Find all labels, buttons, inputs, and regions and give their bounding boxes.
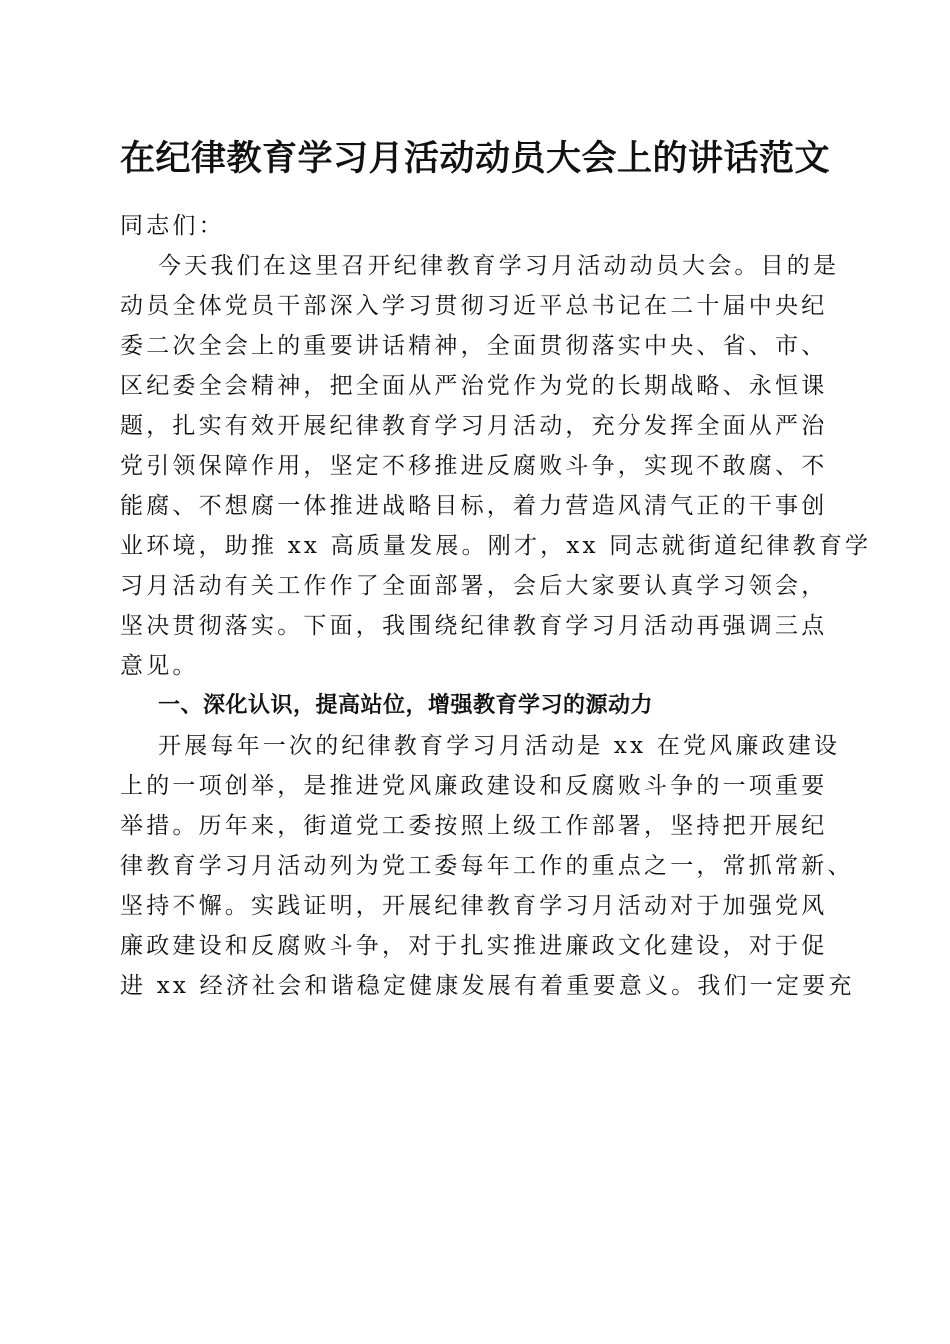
paragraph-line: 举措。历年来，街道党工委按照上级工作部署，坚持把开展纪 (120, 813, 828, 839)
paragraph-line: 开展每年一次的纪律教育学习月活动是 xx 在党风廉政建设 (158, 733, 841, 759)
document-body (120, 206, 872, 1006)
paragraph-line: 委二次全会上的重要讲话精神，全面贯彻落实中央、省、市、 (120, 333, 828, 359)
paragraph-line: 党引领保障作用，坚定不移推进反腐败斗争，实现不敢腐、不 (120, 453, 828, 479)
paragraph-line: 习月活动有关工作作了全面部署，会后大家要认真学习领会， (120, 573, 828, 599)
paragraph-line: 坚持不懈。实践证明，开展纪律教育学习月活动对于加强党风 (120, 893, 828, 919)
paragraph-line: 题，扎实有效开展纪律教育学习月活动，充分发挥全面从严治 (120, 413, 828, 439)
paragraph-line: 坚决贯彻落实。下面，我围绕纪律教育学习月活动再强调三点 (120, 613, 828, 639)
paragraph-line: 业环境，助推 xx 高质量发展。刚才，xx 同志就街道纪律教育学 (120, 533, 872, 559)
paragraph-line: 上的一项创举，是推进党风廉政建设和反腐败斗争的一项重要 (120, 773, 828, 799)
paragraph-line: 区纪委全会精神，把全面从严治党作为党的长期战略、永恒课 (120, 373, 828, 399)
paragraph-line: 意见。 (120, 653, 199, 679)
paragraph-line: 动员全体党员干部深入学习贯彻习近平总书记在二十届中央纪 (120, 293, 828, 319)
salutation: 同志们： (120, 213, 225, 239)
section-heading: 一、深化认识，提高站位，增强教育学习的源动力 (158, 693, 654, 718)
paragraph-line: 能腐、不想腐一体推进战略目标，着力营造风清气正的干事创 (120, 493, 828, 519)
paragraph-line: 进 xx 经济社会和谐稳定健康发展有着重要意义。我们一定要充 (120, 973, 855, 999)
paragraph-line: 今天我们在这里召开纪律教育学习月活动动员大会。目的是 (158, 253, 840, 279)
document-title: 在纪律教育学习月活动动员大会上的讲话范文 (119, 138, 830, 179)
paragraph-line: 廉政建设和反腐败斗争，对于扎实推进廉政文化建设，对于促 (120, 933, 828, 959)
paragraph-line: 律教育学习月活动列为党工委每年工作的重点之一，常抓常新、 (120, 853, 854, 879)
